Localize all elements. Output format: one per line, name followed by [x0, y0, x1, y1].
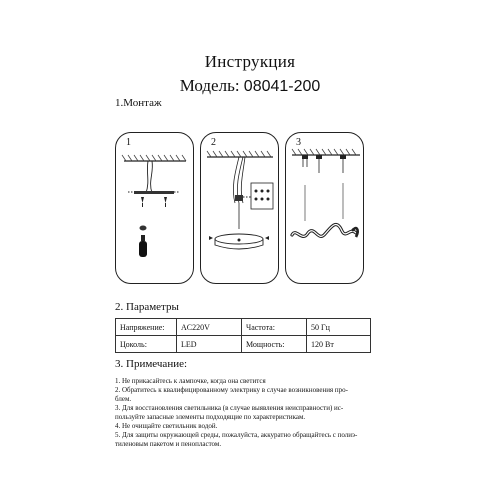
- parameter-label: Частота:: [242, 319, 307, 336]
- document-title: Инструкция: [204, 52, 296, 71]
- note-line: блем.: [115, 395, 132, 403]
- parameter-value: AC220V: [177, 319, 242, 336]
- note-line: 5. Для защиты окружающей среды, пожалуйста, аккуратно обращайтесь с полиэ-: [115, 431, 358, 439]
- model-label: Модель:: [179, 76, 240, 95]
- parameter-label: Цоколь:: [116, 336, 177, 353]
- parameter-label: Напряжение:: [116, 319, 177, 336]
- parameter-value: LED: [177, 336, 242, 353]
- step-number: 2: [211, 137, 216, 148]
- model-number: 08041-200: [243, 78, 321, 95]
- step-3-illustration: [286, 133, 365, 285]
- installation-step-2-panel: [200, 132, 279, 284]
- note-line: 2. Обратитесь к квалифицированному электрику в случае возникновения про-: [115, 386, 348, 394]
- table-row: [116, 319, 371, 336]
- section-installation-heading: 1.Монтаж: [115, 97, 162, 109]
- note-line: 1. Не прикасайтесь к лампочке, когда она светится: [115, 377, 266, 385]
- note-line: пользуйте запасные элементы подходящие по характеристикам.: [115, 413, 306, 421]
- step-number: 3: [296, 137, 301, 148]
- section-notes-heading: 3. Примечание:: [115, 358, 188, 370]
- note-line: 4. Не очищайте светильник водой.: [115, 422, 218, 430]
- section-parameters-heading: 2. Параметры: [115, 301, 179, 313]
- note-line: тиленовым пакетом и пенопластом.: [115, 440, 222, 448]
- parameter-value: 50 Гц: [307, 319, 371, 336]
- step-number: 1: [126, 137, 131, 148]
- installation-step-1-panel: [115, 132, 194, 284]
- table-row: [116, 336, 371, 353]
- step-1-illustration: [116, 133, 195, 285]
- model-line: [0, 76, 500, 96]
- parameter-label: Мощность:: [242, 336, 307, 353]
- parameter-value: 120 Вт: [307, 336, 371, 353]
- notes-list: [115, 377, 375, 449]
- installation-step-3-panel: [285, 132, 364, 284]
- step-2-illustration: [201, 133, 280, 285]
- parameters-table: [115, 318, 371, 353]
- note-line: 3. Для восстановления светильника (в случае выявления неисправности) ис-: [115, 404, 344, 412]
